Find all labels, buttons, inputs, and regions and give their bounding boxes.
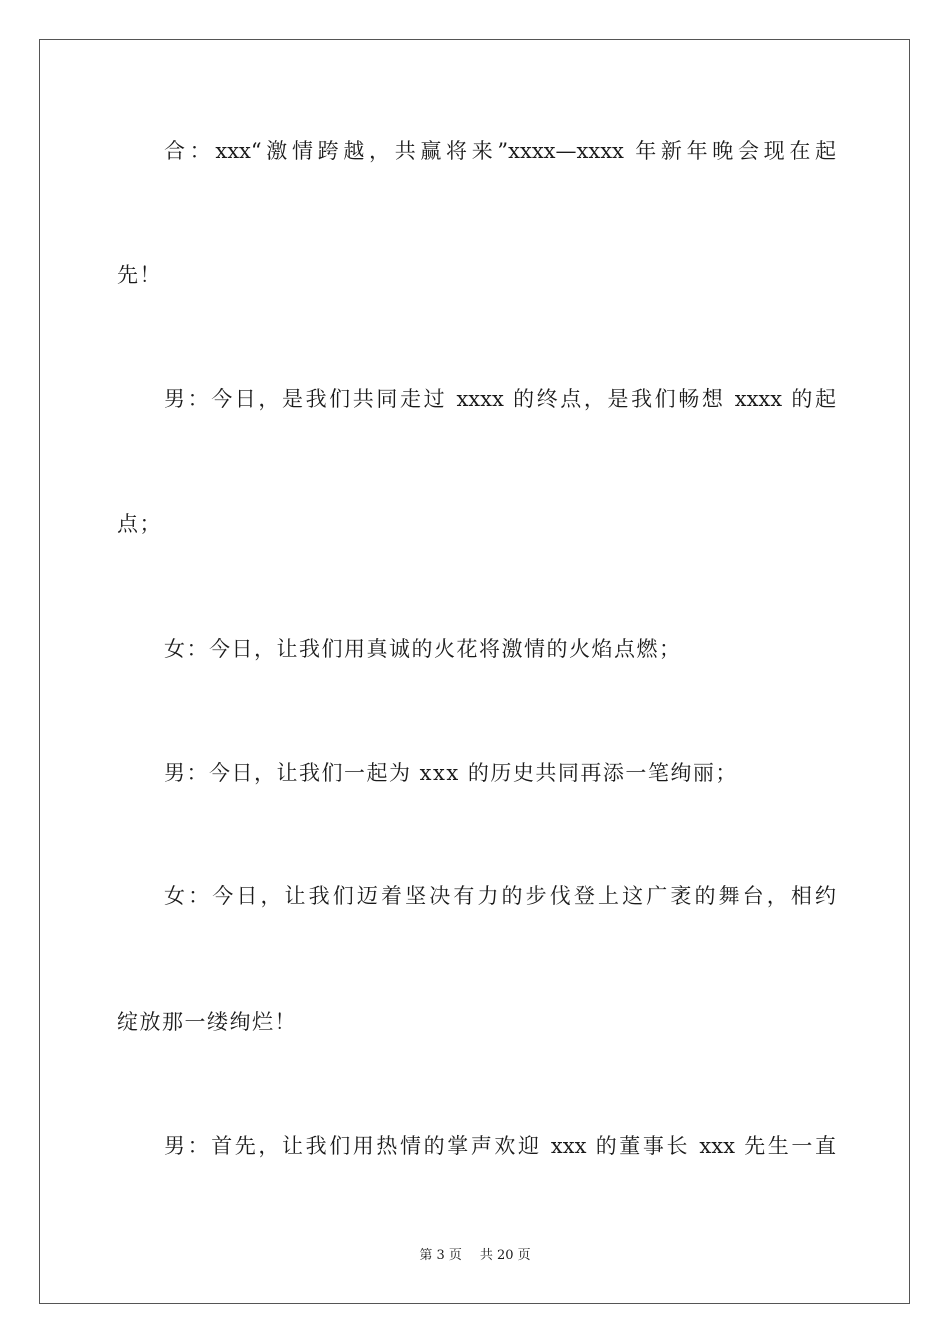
page-footer — [0, 1247, 950, 1265]
page-total: 共 20 页 — [479, 1248, 531, 1263]
paragraph-line-4: 点； — [117, 512, 162, 536]
paragraph-line-6: 男：今日，让我们一起为 xxx 的历史共同再添一笔绚丽； — [164, 761, 738, 785]
page-number: 第 3 页 — [419, 1248, 462, 1263]
page-frame — [39, 39, 910, 1304]
paragraph-line-1: 合：xxx“激情跨越，共赢将来”xxxx—xxxx 年新年晚会现在起 — [164, 139, 836, 163]
paragraph-line-2: 先！ — [117, 263, 162, 287]
paragraph-line-8: 绽放那一缕绚烂！ — [117, 1010, 297, 1034]
paragraph-line-7: 女：今日，让我们迈着坚决有力的步伐登上这广袤的舞台，相约 — [164, 884, 836, 908]
paragraph-line-9: 男：首先，让我们用热情的掌声欢迎 xxx 的董事长 xxx 先生一直 — [164, 1134, 836, 1158]
paragraph-line-5: 女：今日，让我们用真诚的火花将激情的火焰点燃； — [164, 637, 682, 661]
paragraph-line-3: 男：今日，是我们共同走过 xxxx 的终点，是我们畅想 xxxx 的起 — [164, 387, 836, 411]
